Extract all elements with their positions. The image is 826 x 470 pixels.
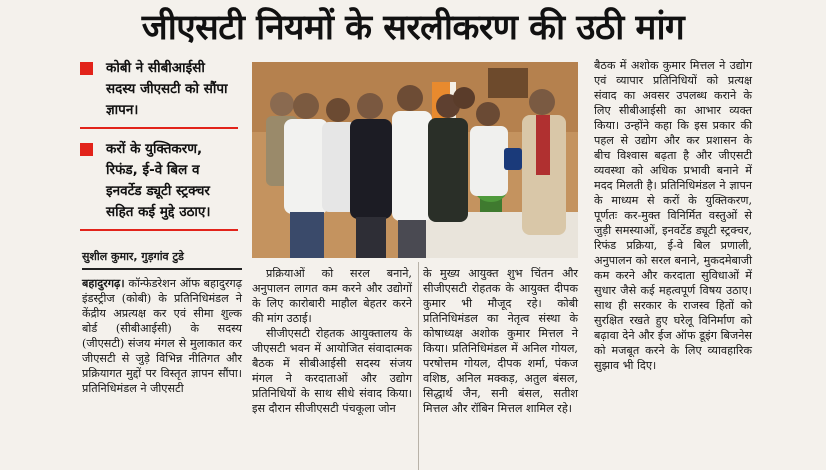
article-paragraph: प्रतिनिधिमंडल ने ज्ञापन के माध्यम से करों के युक्तिकरण, पूर्णतः कर-मुक्त विनिर्मित वस्तुओं से जुड़ी समस्याओं, इनवर्टेड ड्यूटी स्ट्रक्चर, रिफंड प्रक्रिया, ई-वे बिल प्रणाली, अनुपालन को सरल बनाने, मुकदमेबाजी कम करने और करदाता सुविधाओं में सुधार जैसे कई महत्वपूर्ण विषय उठाए। साथ ही सरकार के राजस्व हितों को सुरक्षित रखते हुए घरेलू विनिर्माण को बढ़ावा देने और ईज ऑफ डूइंग बिजनेस को मजबूत करने के लिए व्यावहारिक सुझाव भी दिए।: [594, 179, 753, 372]
byline-divider: [82, 268, 242, 270]
highlight-item: [80, 139, 238, 223]
highlight-item: [80, 58, 238, 121]
headline: जीएसटी नियमों के सरलीकरण की उठी मांग: [141, 8, 685, 48]
article-paragraph: प्रक्रियाओं को सरल बनाने, अनुपालन लागत कम करने और उद्योगों के लिए कारोबारी माहौल बेहतर करने की मांग उठाई।: [252, 267, 412, 325]
red-square-bullet-icon: [80, 62, 93, 75]
article-column-3: [423, 266, 578, 416]
article-text: कॉन्फेडरेशन ऑफ बहादुरगढ़ इंडस्ट्रीज (कोबी) के प्रतिनिधिमंडल ने केंद्रीय अप्रत्यक्ष कर एवं सीमा शुल्क बोर्ड (सीबीआईसी) के सदस्य (जीएसटी) संजय मंगल से मुलाकात कर जीएसटी से जुड़े विभिन्न नीतिगत और प्रक्रियागत मुद्दों पर विस्तृत ज्ञापन सौंपा। प्रतिनिधिमंडल ने जीएसटी: [82, 277, 242, 395]
column-divider: [418, 262, 419, 470]
dateline: बहादुरगढ़।: [82, 276, 125, 290]
red-divider: [80, 229, 238, 231]
red-divider: [80, 127, 238, 129]
article-paragraph: बैठक में अशोक कुमार मित्तल ने उद्योग एवं व्यापार प्रतिनिधियों को प्रत्यक्ष संवाद का अवसर उपलब्ध कराने के लिए सीबीआईसी का आभार व्यक्त किया। उन्होंने कहा कि इस प्रकार की पहल से उद्योग और कर प्रशासन के बीच विश्वास बढ़ता है और जीएसटी व्यवस्था को अधिक प्रभावी बनाने में मदद मिलती है।: [594, 59, 752, 192]
news-photo-illustration: [252, 62, 578, 258]
news-photo: [252, 62, 578, 258]
byline: सुशील कुमार, गुड़गांव टुडे: [82, 250, 184, 263]
highlight-text: करों के युक्तिकरण, रिफंड, ई-वे बिल व इनवर्टेड ड्यूटी स्ट्रक्चर सहित कई मुद्दे उठाए।: [106, 141, 211, 220]
article-column-2: [252, 266, 412, 416]
article-text: के मुख्य आयुक्त शुभ चिंतन और सीजीएसटी रोहतक के आयुक्त दीपक कुमार भी मौजूद रहे। कोबी प्रतिनिधिमंडल का नेतृत्व संस्था के कोषाध्यक्ष अशोक कुमार मित्तल ने किया। प्रतिनिधिमंडल में अनिल गोयल, परषोत्तम गोयल, दीपक शर्मा, पंकज वशिष्ठ, अनिल मक्कड़, अतुल बंसल, सिद्धार्थ जैन, सनी बंसल, सतीश मित्तल और रॉबिन मित्तल शामिल रहे।: [423, 267, 578, 415]
article-paragraph: सीजीएसटी रोहतक आयुक्तालय के जीएसटी भवन में आयोजित संवादात्मक बैठक में सीबीआईसी सदस्य संजय मंगल ने करदाताओं और उद्योग प्रतिनिधियों के साथ सीधे संवाद किया। इस दौरान सीजीएसटी पंचकूला जोन: [252, 327, 412, 415]
article-column-1: [82, 276, 242, 396]
highlights-box: [80, 58, 238, 231]
red-square-bullet-icon: [80, 143, 93, 156]
highlight-text: कोबी ने सीबीआईसी सदस्य जीएसटी को सौंपा ज्ञापन।: [106, 60, 228, 118]
article-column-4: [594, 58, 752, 373]
